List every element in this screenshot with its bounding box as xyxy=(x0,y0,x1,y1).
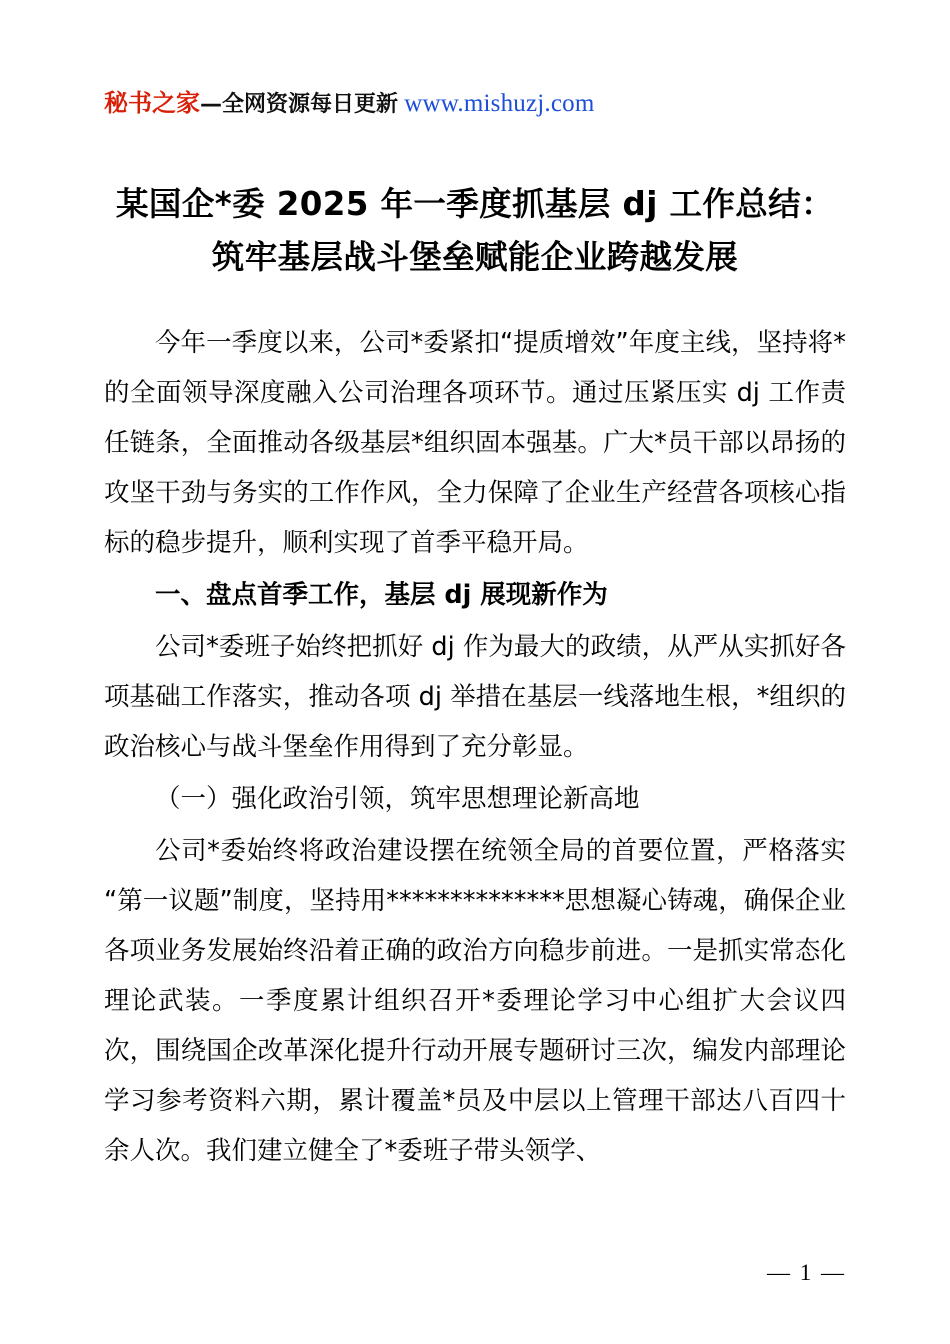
paragraph-intro: 今年一季度以来，公司*委紧扣“提质增效”年度主线，坚持将*的全面领导深度融入公司治理各项环节。通过压紧压实 dj 工作责任链条，全面推动各级基层*组织固本强基。广大*员干部以昂扬的攻坚干劲与务实的工作作风，全力保障了企业生产经营各项核心指标的稳步提升，顺利实现了首季平稳开局。 xyxy=(104,328,846,558)
page-number: — 1 — xyxy=(767,1260,846,1285)
subsection-heading-1-1: （一）强化政治引领，筑牢思想理论新高地 xyxy=(155,784,640,814)
page-title xyxy=(104,178,846,284)
site-brand: 秘书之家 xyxy=(104,89,200,117)
section-heading-1: 一、盘点首季工作，基层 dj 展现新作为 xyxy=(155,580,608,610)
paragraph-section-1-intro: 公司*委班子始终把抓好 dj 作为最大的政绩，从严从实抓好各项基础工作落实，推动各项 dj 举措在基层一线落地生根，*组织的政治核心与战斗堡垒作用得到了充分彰显。 xyxy=(104,632,846,762)
site-url[interactable]: www.mishuzj.com xyxy=(404,90,595,117)
page-title-line-1: 某国企*委 2025 年一季度抓基层 dj 工作总结： xyxy=(116,185,834,223)
site-slogan: —全网资源每日更新 xyxy=(200,92,399,117)
site-banner xyxy=(104,86,846,122)
page-title-line-2: 筑牢基层战斗堡垒赋能企业跨越发展 xyxy=(211,238,739,276)
paragraph-subsection-1-1-body: 公司*委始终将政治建设摆在统领全局的首要位置，严格落实“第一议题”制度，坚持用**************思想凝心铸魂，确保企业各项业务发展始终沿着正确的政治方向稳步前进。一是抓实常态化理论武装。一季度累计组织召开*委理论学习中心组扩大会议四次，围绕国企改革深化提升行动开展专题研讨三次，编发内部理论学习参考资料六期，累计覆盖*员及中层以上管理干部达八百四十余人次。我们建立健全了*委班子带头领学、 xyxy=(104,836,846,1166)
